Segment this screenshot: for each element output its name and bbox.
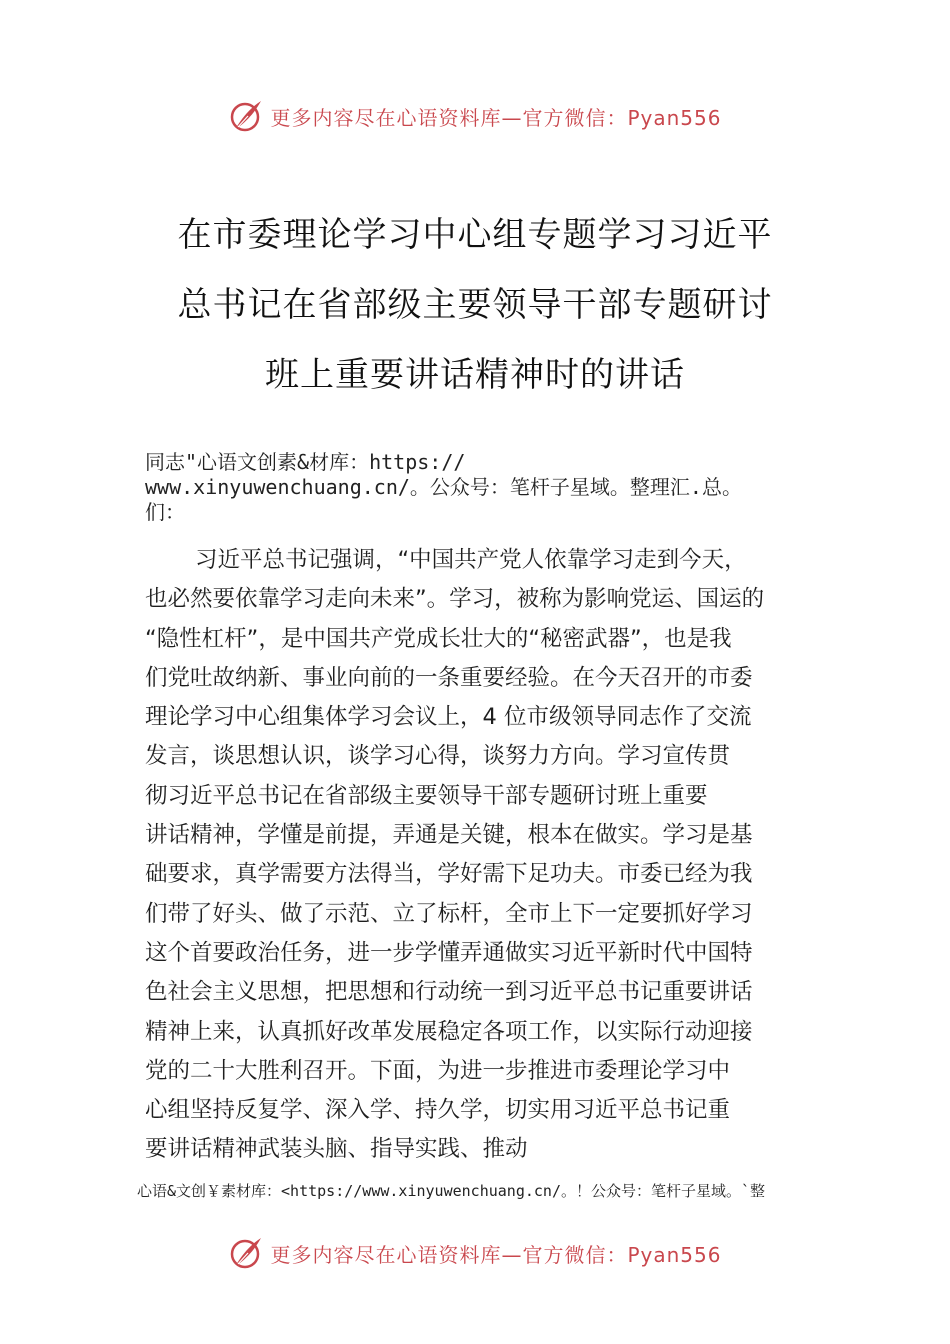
body-line: 色社会主义思想，把思想和行动统一到习近平总书记重要讲话 bbox=[145, 979, 753, 1006]
body-paragraph bbox=[145, 541, 825, 1170]
banner-text: 更多内容尽在心语资料库—官方微信：Pyan556 bbox=[270, 1242, 722, 1267]
title-line: 总书记在省部级主要领导干部专题研讨 bbox=[177, 285, 773, 325]
bottom-banner bbox=[0, 1233, 950, 1273]
banner-text: 更多内容尽在心语资料库—官方微信：Pyan556 bbox=[270, 105, 722, 130]
body-line: 要讲话精神武装头脑、指导实践、推动 bbox=[145, 1136, 528, 1163]
body-line: “隐性杠杆”，是中国共产党成长壮大的“秘密武器”，也是我 bbox=[145, 625, 732, 652]
body-line: 理论学习中心组集体学习会议上，4 位市级领导同志作了交流 bbox=[145, 704, 752, 731]
body-line: 这个首要政治任务，进一步学懂弄通做实习近平新时代中国特 bbox=[145, 939, 753, 966]
body-line: 讲话精神，学懂是前提，弄通是关键，根本在做实。学习是基 bbox=[145, 822, 753, 849]
quill-pen-icon bbox=[228, 1235, 264, 1271]
body-line: 彻习近平总书记在省部级主要领导干部专题研讨班上重要 bbox=[145, 782, 708, 809]
body-line: 精神上来，认真抓好改革发展稳定各项工作，以实际行动迎接 bbox=[145, 1018, 753, 1045]
quill-pen-icon bbox=[228, 98, 264, 134]
salutation-line: 们： bbox=[145, 500, 185, 524]
title-line: 班上重要讲话精神时的讲话 bbox=[265, 355, 685, 395]
body-line: 党的二十大胜利召开。下面，为进一步推进市委理论学习中 bbox=[145, 1057, 731, 1084]
salutation-line: 同志"心语文创素&材库：https:// bbox=[145, 450, 466, 474]
body-line: 们党吐故纳新、事业向前的一条重要经验。在今天召开的市委 bbox=[145, 664, 753, 691]
body-line: 也必然要依靠学习走向未来”。学习，被称为影响党运、国运的 bbox=[145, 586, 765, 613]
body-line: 心组坚持反复学、深入学、持久学，切实用习近平总书记重 bbox=[145, 1097, 731, 1124]
body-line: 习近平总书记强调，“中国共产党人依靠学习走到今天， bbox=[195, 547, 747, 573]
body-line: 发言，谈思想认识，谈学习心得，谈努力方向。学习宣传贯 bbox=[145, 743, 731, 770]
salutation bbox=[145, 450, 845, 525]
footer-watermark-text: 心语&文创￥素材库：<https://www.xinyuwenchuang.cn/。！公众号：笔杆子星域。`整 bbox=[137, 1182, 766, 1200]
title-line: 在市委理论学习中心组专题学习习近平 bbox=[177, 215, 773, 255]
body-line: 们带了好头、做了示范、立了标杆，全市上下一定要抓好学习 bbox=[145, 900, 753, 927]
top-banner bbox=[0, 96, 950, 136]
document-title bbox=[100, 200, 850, 410]
body-line: 础要求，真学需要方法得当，学好需下足功夫。市委已经为我 bbox=[145, 861, 753, 888]
salutation-line: www.xinyuwenchuang.cn/。公众号：笔杆子星域。整理汇.总。 bbox=[145, 475, 742, 499]
